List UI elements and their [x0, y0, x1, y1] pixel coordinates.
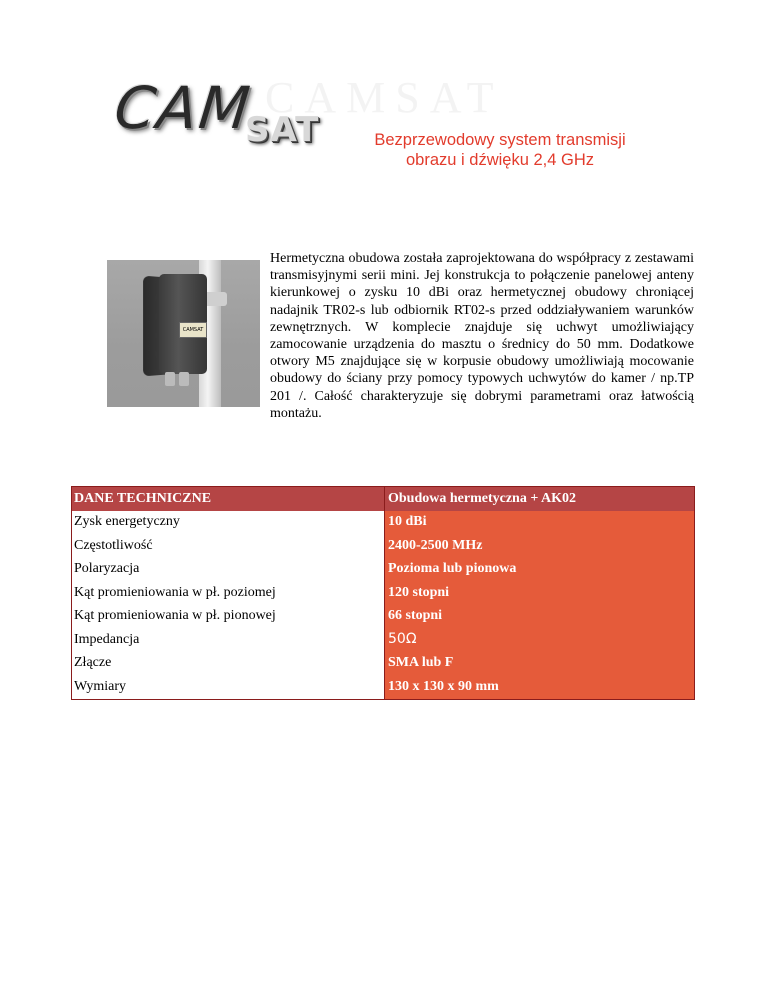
table-row — [72, 652, 695, 676]
spec-label: Zysk energetyczny — [72, 511, 385, 535]
product-description: Hermetyczna obudowa została zaprojektowana do współpracy z zestawami transmisyjnymi serii mini. Jej konstrukcja to połączenie panelowej anteny kierunkowej o zysku 10 dBi oraz hermetycznej obudowy chroniącej nadajnik TR02-s lub odbiornik RT02-s przed oddziaływaniem warunków zewnętrznych. W komplecie znajduje się uchwyt umożliwiający zamocowanie urządzenia do masztu o średnicy do 50 mm. Dodatkowe otwory M5 znajdujące się w korpusie obudowy umożliwiają mocowanie obudowy do ściany przy pomocy typowych uchwytów do kamer / np.TP 201 /. Całość charakteryzuje się dobrymi parametrami oraz łatwością montażu. — [270, 251, 694, 421]
table-row — [72, 605, 695, 629]
page-headline — [340, 130, 660, 170]
headline-line-1: Bezprzewodowy system transmisji — [374, 131, 626, 149]
spec-label: Kąt promieniowania w pł. poziomej — [72, 581, 385, 605]
spec-value: 120 stopni — [385, 581, 695, 605]
table-row — [72, 534, 695, 558]
spec-label: Polaryzacja — [72, 558, 385, 582]
table-row — [72, 675, 695, 699]
spec-value: SMA lub F — [385, 652, 695, 676]
logo-cam-text: CAM — [111, 74, 255, 142]
spec-label: Złącze — [72, 652, 385, 676]
connector — [165, 372, 175, 386]
spec-label: Częstotliwość — [72, 534, 385, 558]
spec-value: 66 stopni — [385, 605, 695, 629]
spec-label: Wymiary — [72, 675, 385, 699]
table-row — [72, 581, 695, 605]
impedance-value: 50Ω — [388, 631, 417, 648]
headline-line-2: obrazu i dźwięku 2,4 GHz — [405, 151, 594, 169]
spec-value: 10 dBi — [385, 511, 695, 535]
product-photo — [107, 260, 260, 407]
spec-value: Pozioma lub pionowa — [385, 558, 695, 582]
spec-value: 130 x 130 x 90 mm — [385, 675, 695, 699]
logo-sat-text: SAT — [245, 110, 320, 150]
enclosure-label: CAMSAT — [179, 322, 207, 338]
spec-label: Impedancja — [72, 628, 385, 652]
table-row — [72, 628, 695, 652]
spec-value: 2400-2500 MHz — [385, 534, 695, 558]
spec-table-header — [72, 487, 695, 511]
connector — [179, 372, 189, 386]
spec-table — [71, 486, 695, 700]
spec-value — [385, 628, 695, 652]
spec-header-label: DANE TECHNICZNE — [72, 487, 385, 511]
table-row — [72, 511, 695, 535]
spec-header-value: Obudowa hermetyczna + AK02 — [385, 487, 695, 511]
table-row — [72, 558, 695, 582]
logo-ghost-text: CAMSAT — [265, 73, 504, 122]
spec-label: Kąt promieniowania w pł. pionowej — [72, 605, 385, 629]
